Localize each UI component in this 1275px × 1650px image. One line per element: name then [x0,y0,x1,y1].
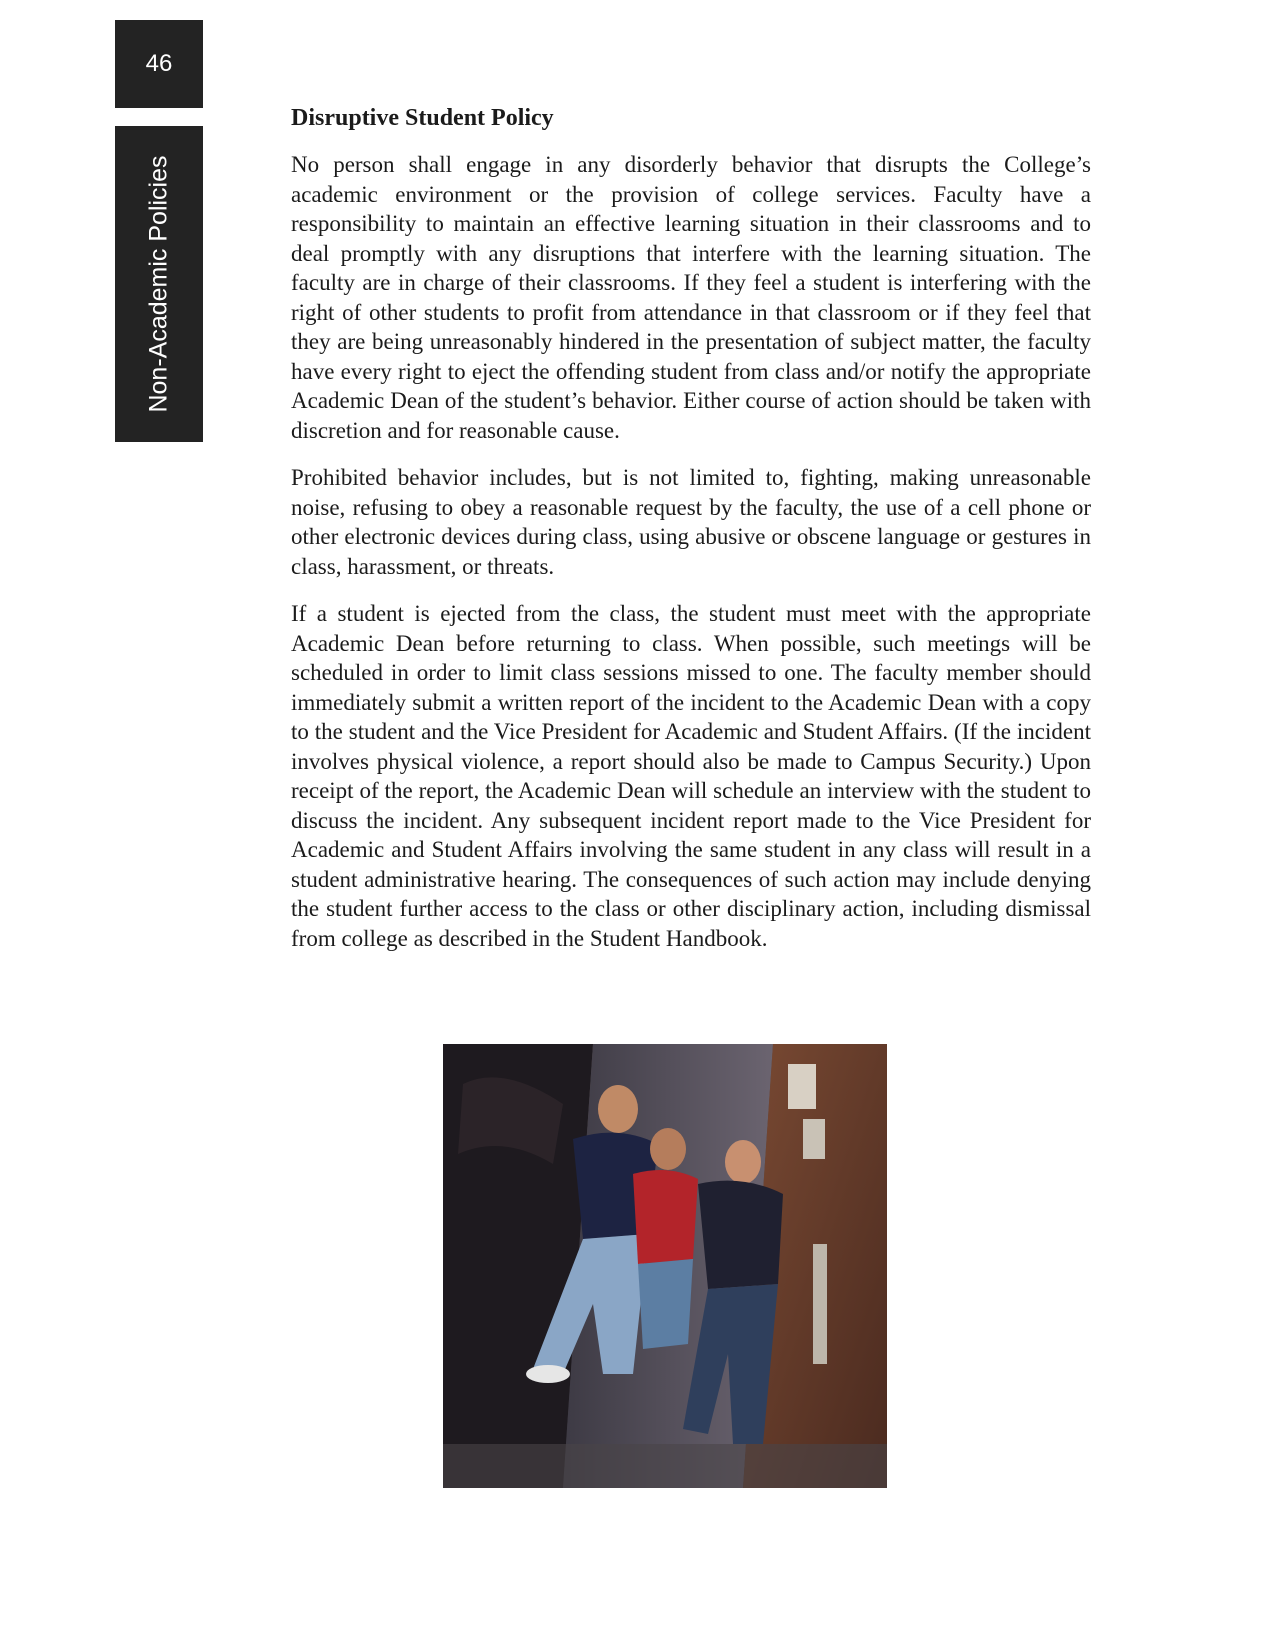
building-window-middle [803,1119,825,1159]
policy-paragraph-3: If a student is ejected from the class, the student must meet with the appropriate Academic Dean before returning to class. When possible, such meetings will be scheduled in order to limit class sessions missed to one. The faculty member should immediately submit a written report of the incident to the Academic Dean with a copy to the student and the Vice President for Academic and Student Affairs. (If the incident involves physical violence, a report should also be made to Campus Security.) Upon receipt of the report, the Academic Dean will schedule an interview with the student to discuss the incident. Any subsequent incident report made to the Vice President for Academic and Student Affairs involving the same student in any class will result in a student administrative hearing. The consequences of such action may include denying the student further access to the class or other disciplinary action, including dismissal from college as described in the Student Handbook. [291,601,1091,951]
student-2-shirt [633,1170,698,1264]
building-window-top [788,1064,816,1109]
door-frame [813,1244,827,1364]
student-2-head [650,1128,686,1170]
policy-paragraph-1: No person shall engage in any disorderly behavior that disrupts the College’s academic environment or the provision of college services. Faculty have a responsibility to maintain an effective learning situation in their classrooms and to deal promptly with any disruptions that interfere with the learning situation. The faculty are in charge of their classrooms. If they feel a student is interfering with the right of other students to profit from attendance in that classroom or if they feel that they are being unreasonably hindered in the presentation of subject matter, the faculty have every right to eject the offending student from class and/or notify the appropriate Academic Dean of the student’s behavior. Either course of action should be taken with discretion and for reasonable cause. [291,152,1091,443]
student-2-shorts [638,1259,693,1349]
policy-heading: Disruptive Student Policy [291,105,554,131]
section-tab [115,126,203,442]
policy-paragraph-2: Prohibited behavior includes, but is not limited to, fighting, making unreasonable noise, refusing to obey a reasonable request by the faculty, the use of a cell phone or other electronic devices during class, using abusive or obscene language or gestures in class, harassment, or threats. [291,465,1091,579]
page-number: 46 [145,50,173,77]
students-photo-illustration [443,1044,887,1488]
photo-ground [443,1444,887,1488]
student-1-head [598,1085,638,1133]
policy-content [291,105,1091,971]
students-walking-photo [443,1044,887,1488]
section-tab-label: Non-Academic Policies [144,155,173,413]
student-3-jacket [698,1181,783,1289]
student-1-shoe [526,1365,570,1383]
student-3-head [725,1140,761,1184]
page-number-tab [115,20,203,108]
